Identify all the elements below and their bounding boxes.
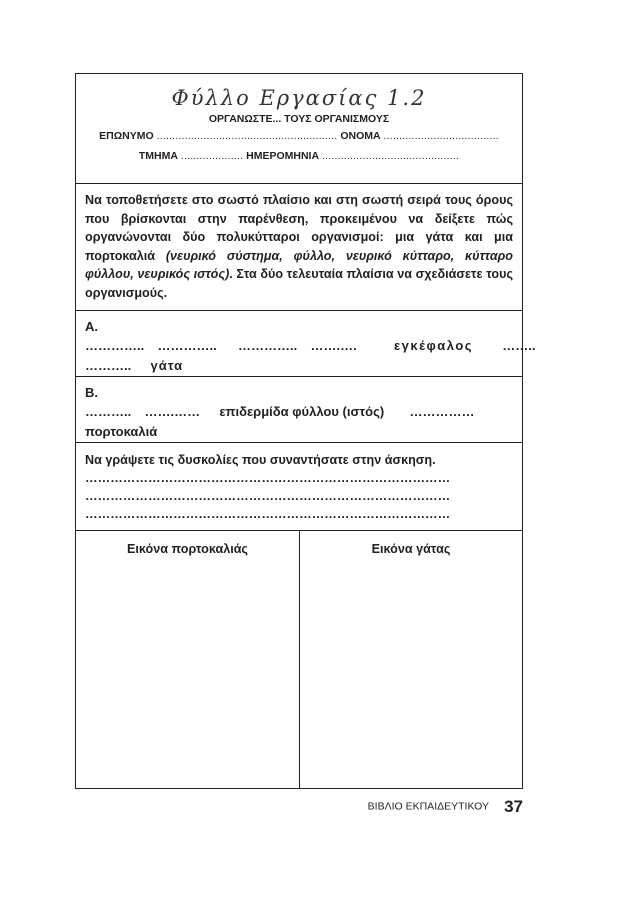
worksheet-title: Φύλλο Εργασίας 1.2 <box>171 86 427 110</box>
box-b-line2 <box>85 422 513 442</box>
box-b-organism-orange-tree: πορτοκαλιά <box>85 424 158 439</box>
instructions-text <box>85 191 513 302</box>
box-a-blank-2[interactable]: ………….. <box>157 338 217 353</box>
date-label: ΗΜΕΡΟΜΗΝΙΑ <box>246 150 320 162</box>
box-b-term-epidermis: επιδερμίδα φύλλου (ιστός) <box>219 404 385 419</box>
box-a-blank-6[interactable]: ……….. <box>85 358 132 373</box>
student-name-row <box>76 130 522 142</box>
name-field[interactable]: ..................................... <box>383 130 499 142</box>
box-a-organism-cat: γάτα <box>150 358 184 373</box>
orange-tree-caption: Εικόνα πορτοκαλιάς <box>127 542 248 556</box>
cat-drawing-area[interactable] <box>300 531 522 788</box>
instructions-part2: . Στα δύο τελευταία πλαίσια να σχεδιάσετε τους οργανισμούς. <box>85 267 513 300</box>
class-field[interactable]: .................... <box>180 150 244 162</box>
difficulties-box <box>76 442 522 530</box>
box-b-line1 <box>85 402 513 422</box>
class-label: ΤΜΗΜΑ <box>138 150 178 162</box>
instructions-terms: (νευρικό σύστημα, φύλλο, νευρικό κύτταρο, κύτταρο φύλλου, νευρικός ιστός) <box>85 248 514 281</box>
difficulties-question: Να γράψετε τις δυσκολίες που συναντήσατε στην άσκηση. <box>85 453 436 467</box>
name-label: ΟΝΟΜΑ <box>340 130 381 142</box>
surname-label: ΕΠΩΝΥΜΟ <box>99 130 154 142</box>
class-date-row <box>76 150 522 162</box>
box-a-term-brain: εγκέφαλος <box>393 338 474 353</box>
box-b-blank-3[interactable]: …………… <box>409 404 475 419</box>
difficulties-answer-line-1[interactable]: …………………………………………………………………………… <box>85 471 451 485</box>
surname-field[interactable]: .......................................................... <box>156 130 338 142</box>
orange-tree-drawing-area[interactable] <box>76 531 300 788</box>
worksheet-frame <box>75 73 536 789</box>
worksheet-header <box>76 74 522 183</box>
box-a-letter: Α. <box>85 319 98 334</box>
box-a-line2 <box>85 356 513 376</box>
drawing-boxes <box>76 530 522 788</box>
box-a-cat <box>76 310 536 376</box>
box-b-letter: Β. <box>85 385 98 400</box>
date-field[interactable]: ............................................ <box>321 150 460 162</box>
box-a-blank-4[interactable]: …….…. <box>310 338 357 353</box>
box-a-blank-5[interactable]: …….. <box>502 338 536 353</box>
instructions-box <box>76 183 522 310</box>
worksheet-subtitle: ΟΡΓΑΝΩΣΤΕ... ΤΟΥΣ ΟΡΓΑΝΙΣΜΟΥΣ <box>208 113 390 125</box>
box-a-blank-3[interactable]: ………….. <box>237 338 298 353</box>
box-b-blank-2[interactable]: …….…… <box>144 404 201 419</box>
box-b-blank-1[interactable]: ……….. <box>85 404 132 419</box>
box-a-blank-1[interactable]: ………….. <box>85 338 145 353</box>
box-a-line1 <box>85 336 536 356</box>
instructions-part1: Να τοποθετήσετε στο σωστό πλαίσιο και στη σωστή σειρά τους όρους που βρίσκονται στην παρένθεση, προκειμένου να δείξετε πώς οργανώνονται δύο πολυκύτταροι οργανισμοί: μια γάτα και μια πορτοκαλιά <box>85 193 513 263</box>
box-b-orange-tree <box>76 376 522 442</box>
cat-caption: Εικόνα γάτας <box>371 542 451 556</box>
page-number: 37 <box>504 796 523 816</box>
book-title: ΒΙΒΛΙΟ ΕΚΠΑΙΔΕΥΤΙΚΟΥ <box>367 800 489 813</box>
difficulties-answer-line-3[interactable]: …………………………………………………………………………… <box>85 507 451 521</box>
difficulties-answer-line-2[interactable]: …………………………………………………………………………… <box>85 489 451 503</box>
page-footer <box>368 796 523 817</box>
